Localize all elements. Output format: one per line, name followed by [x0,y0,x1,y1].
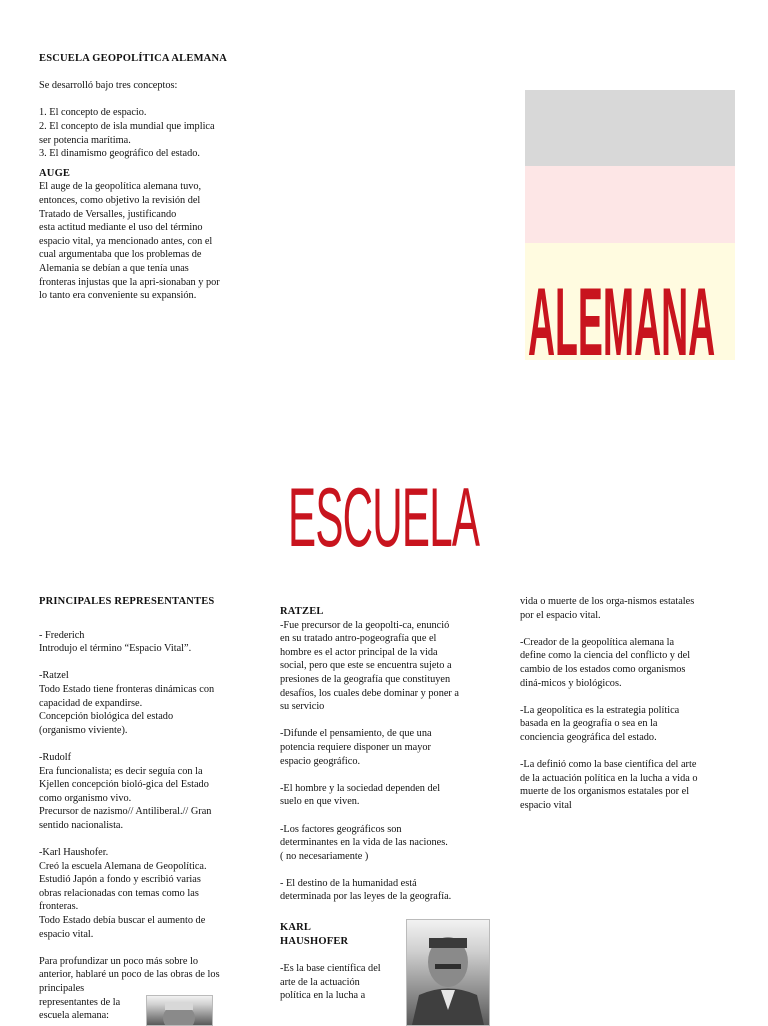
text-line: fronteras. [39,901,79,913]
concept-item: ser potencia marítima. [39,134,131,146]
paragraph-block [39,846,248,941]
paragraph-block [280,823,488,864]
text-line: Creó la escuela Alemana de Geopolítica. [39,860,207,872]
column-3 [520,595,729,813]
text-line: escuela alemana: [39,1010,110,1022]
text-line: desafíos, los cuales debe dominar y poner a [280,687,459,699]
portrait-silhouette [147,996,212,1025]
haushofer-portrait-image [406,919,490,1026]
text-line: El auge de la geopolítica alemana tuvo, [39,181,202,193]
text-line: -Fue precursor de la geopolti-ca, enunció [280,619,450,631]
text-line: diná-micos y biológicos. [520,677,622,689]
col3-content [520,595,729,813]
text-line: Estudió Japón a fondo y escribió varias [39,874,201,886]
text-line: potencia requiere disponer un mayor [280,741,431,753]
text-line: - El destino de la humanidad está [280,877,417,889]
text-line: Alemania se debían a que tenía unas [39,262,189,274]
paragraph-block [39,955,248,1023]
concept-item: 3. El dinamismo geográfico del estado. [39,148,200,160]
text-line: por el espacio vital. [520,609,601,621]
flag-band-middle [525,166,735,243]
text-line: fronteras injustas que la apri-sionaban y por [39,276,220,288]
concept-item: 2. El concepto de isla mundial que implica [39,120,215,132]
text-line: -Creador de la geopolítica alemana la [520,636,675,648]
haushofer-text [280,962,398,1003]
text-line: (organismo viviente). [39,724,128,736]
text-line: Precursor de nazismo// Antiliberal.// Gran [39,806,212,818]
haushofer-line: arte de la actuación [280,976,360,988]
text-line: -Los factores geográficos son [280,823,402,835]
col1-content [39,629,248,1023]
text-line: -Karl Haushofer. [39,847,109,859]
paragraph-block [280,782,488,809]
escuela-word: ESCUELA [288,471,480,565]
text-line: en su tratado antro-pogeografía que el [280,633,437,645]
text-line: Todo Estado debía buscar el aumento de [39,915,206,927]
text-line: vida o muerte de los orga-nismos estatales [520,596,695,607]
page-title: ESCUELA GEOPOLÍTICA ALEMANA [39,53,228,64]
haushofer-heading [280,921,348,948]
ratzel-heading: RATZEL [280,606,324,617]
haushofer-line: -Es la base científica del [280,963,381,974]
text-line: -La definió como la base científica del arte [520,759,697,771]
text-line: anterior, hablaré un poco de las obras de los [39,969,220,981]
haushofer-heading-line: HAUSHOFER [280,935,349,947]
text-line: esta actitud mediante el uso del término [39,222,203,234]
text-line: suelo en que viven. [280,796,360,808]
paragraph-block [520,636,729,690]
text-line: capacidad de expandirse. [39,697,143,709]
text-line: Era funcionalista; es decir seguía con la [39,765,203,777]
text-line: Concepción biológica del estado [39,711,174,723]
column-2 [280,605,488,904]
text-line: - Frederich [39,629,85,641]
representative-portrait-image [146,995,213,1026]
text-line: muerte de los organismos estatales por el [520,786,690,798]
text-line: -Rudolf [39,751,72,763]
col2-content [280,619,488,904]
auge-heading: AUGE [39,167,71,179]
paragraph-block [280,619,488,714]
text-line: espacio vital [520,799,572,811]
top-left-section [39,52,248,303]
paragraph-block [280,727,488,768]
text-line: cambio de los estados como organismos [520,663,686,675]
text-line: de la actuación política en la lucha a vida o [520,772,698,784]
text-line: cual argumentaba que los problemas de [39,249,202,261]
text-line: -Ratzel [39,670,69,682]
paragraph-block [520,704,729,745]
text-line: -El hombre y la sociedad dependen del [280,782,441,794]
text-line: lo tanto era conveniente su expansión. [39,290,197,302]
text-line: define como la ciencia del conflicto y del [520,650,691,662]
text-line: determinada por las leyes de la geografía. [280,891,452,903]
text-line: Todo Estado tiene fronteras dinámicas con [39,683,215,695]
text-line: determinantes en la vida de las naciones. [280,837,448,849]
text-line: presiones de la geografía que constituyen [280,673,451,685]
text-line: Para profundizar un poco más sobre lo [39,955,198,967]
intro-text: Se desarrolló bajo tres conceptos: [39,80,178,92]
text-line: Tratado de Versalles, justificando [39,208,177,220]
text-line: representantes de la [39,996,121,1008]
text-line: entonces, como objetivo la revisión del [39,194,201,206]
text-line: sentido nacionalista. [39,819,124,831]
alemana-word: ALEMANA [528,269,716,378]
text-line: hombre es el actor principal de la vida [280,646,438,658]
text-line: ( no necesariamente ) [280,850,369,862]
paragraph-block [520,758,729,812]
text-line: Kjellen concepción bioló-gica del Estado [39,779,209,791]
text-line: principales [39,983,85,995]
concept-list [39,106,248,160]
text-line: Introdujo el término “Espacio Vital”. [39,643,192,655]
text-line: -La geopolítica es la estrategia política [520,704,680,716]
paragraph-block [39,669,248,737]
text-line: obras relacionadas con temas como las [39,887,199,899]
text-line: su servicio [280,701,325,713]
text-line: espacio geográfico. [280,755,361,767]
paragraph-block [520,595,729,622]
concept-item: 1. El concepto de espacio. [39,107,147,119]
paragraph-block [39,629,248,656]
column-1 [39,595,248,1023]
portrait-silhouette [407,920,489,1025]
text-line: -Difunde el pensamiento, de que una [280,728,432,740]
representatives-heading: PRINCIPALES REPRESENTANTES [39,596,215,607]
flag-band-top [525,90,735,166]
haushofer-heading-line: KARL [280,922,312,933]
text-line: basada en la geografía o sea en la [520,718,658,730]
text-line: espacio vital, ya mencionado antes, con el [39,235,213,247]
text-line: social, pero que este se encuentra sujeto a [280,660,452,672]
haushofer-line: política en la lucha a [280,990,366,1002]
text-line: espacio vital. [39,928,94,940]
paragraph-block [39,751,248,833]
auge-paragraph [39,180,248,302]
paragraph-block [280,877,488,904]
text-line: como organismo vivo. [39,792,132,804]
text-line: conciencia geográfica del estado. [520,731,657,743]
